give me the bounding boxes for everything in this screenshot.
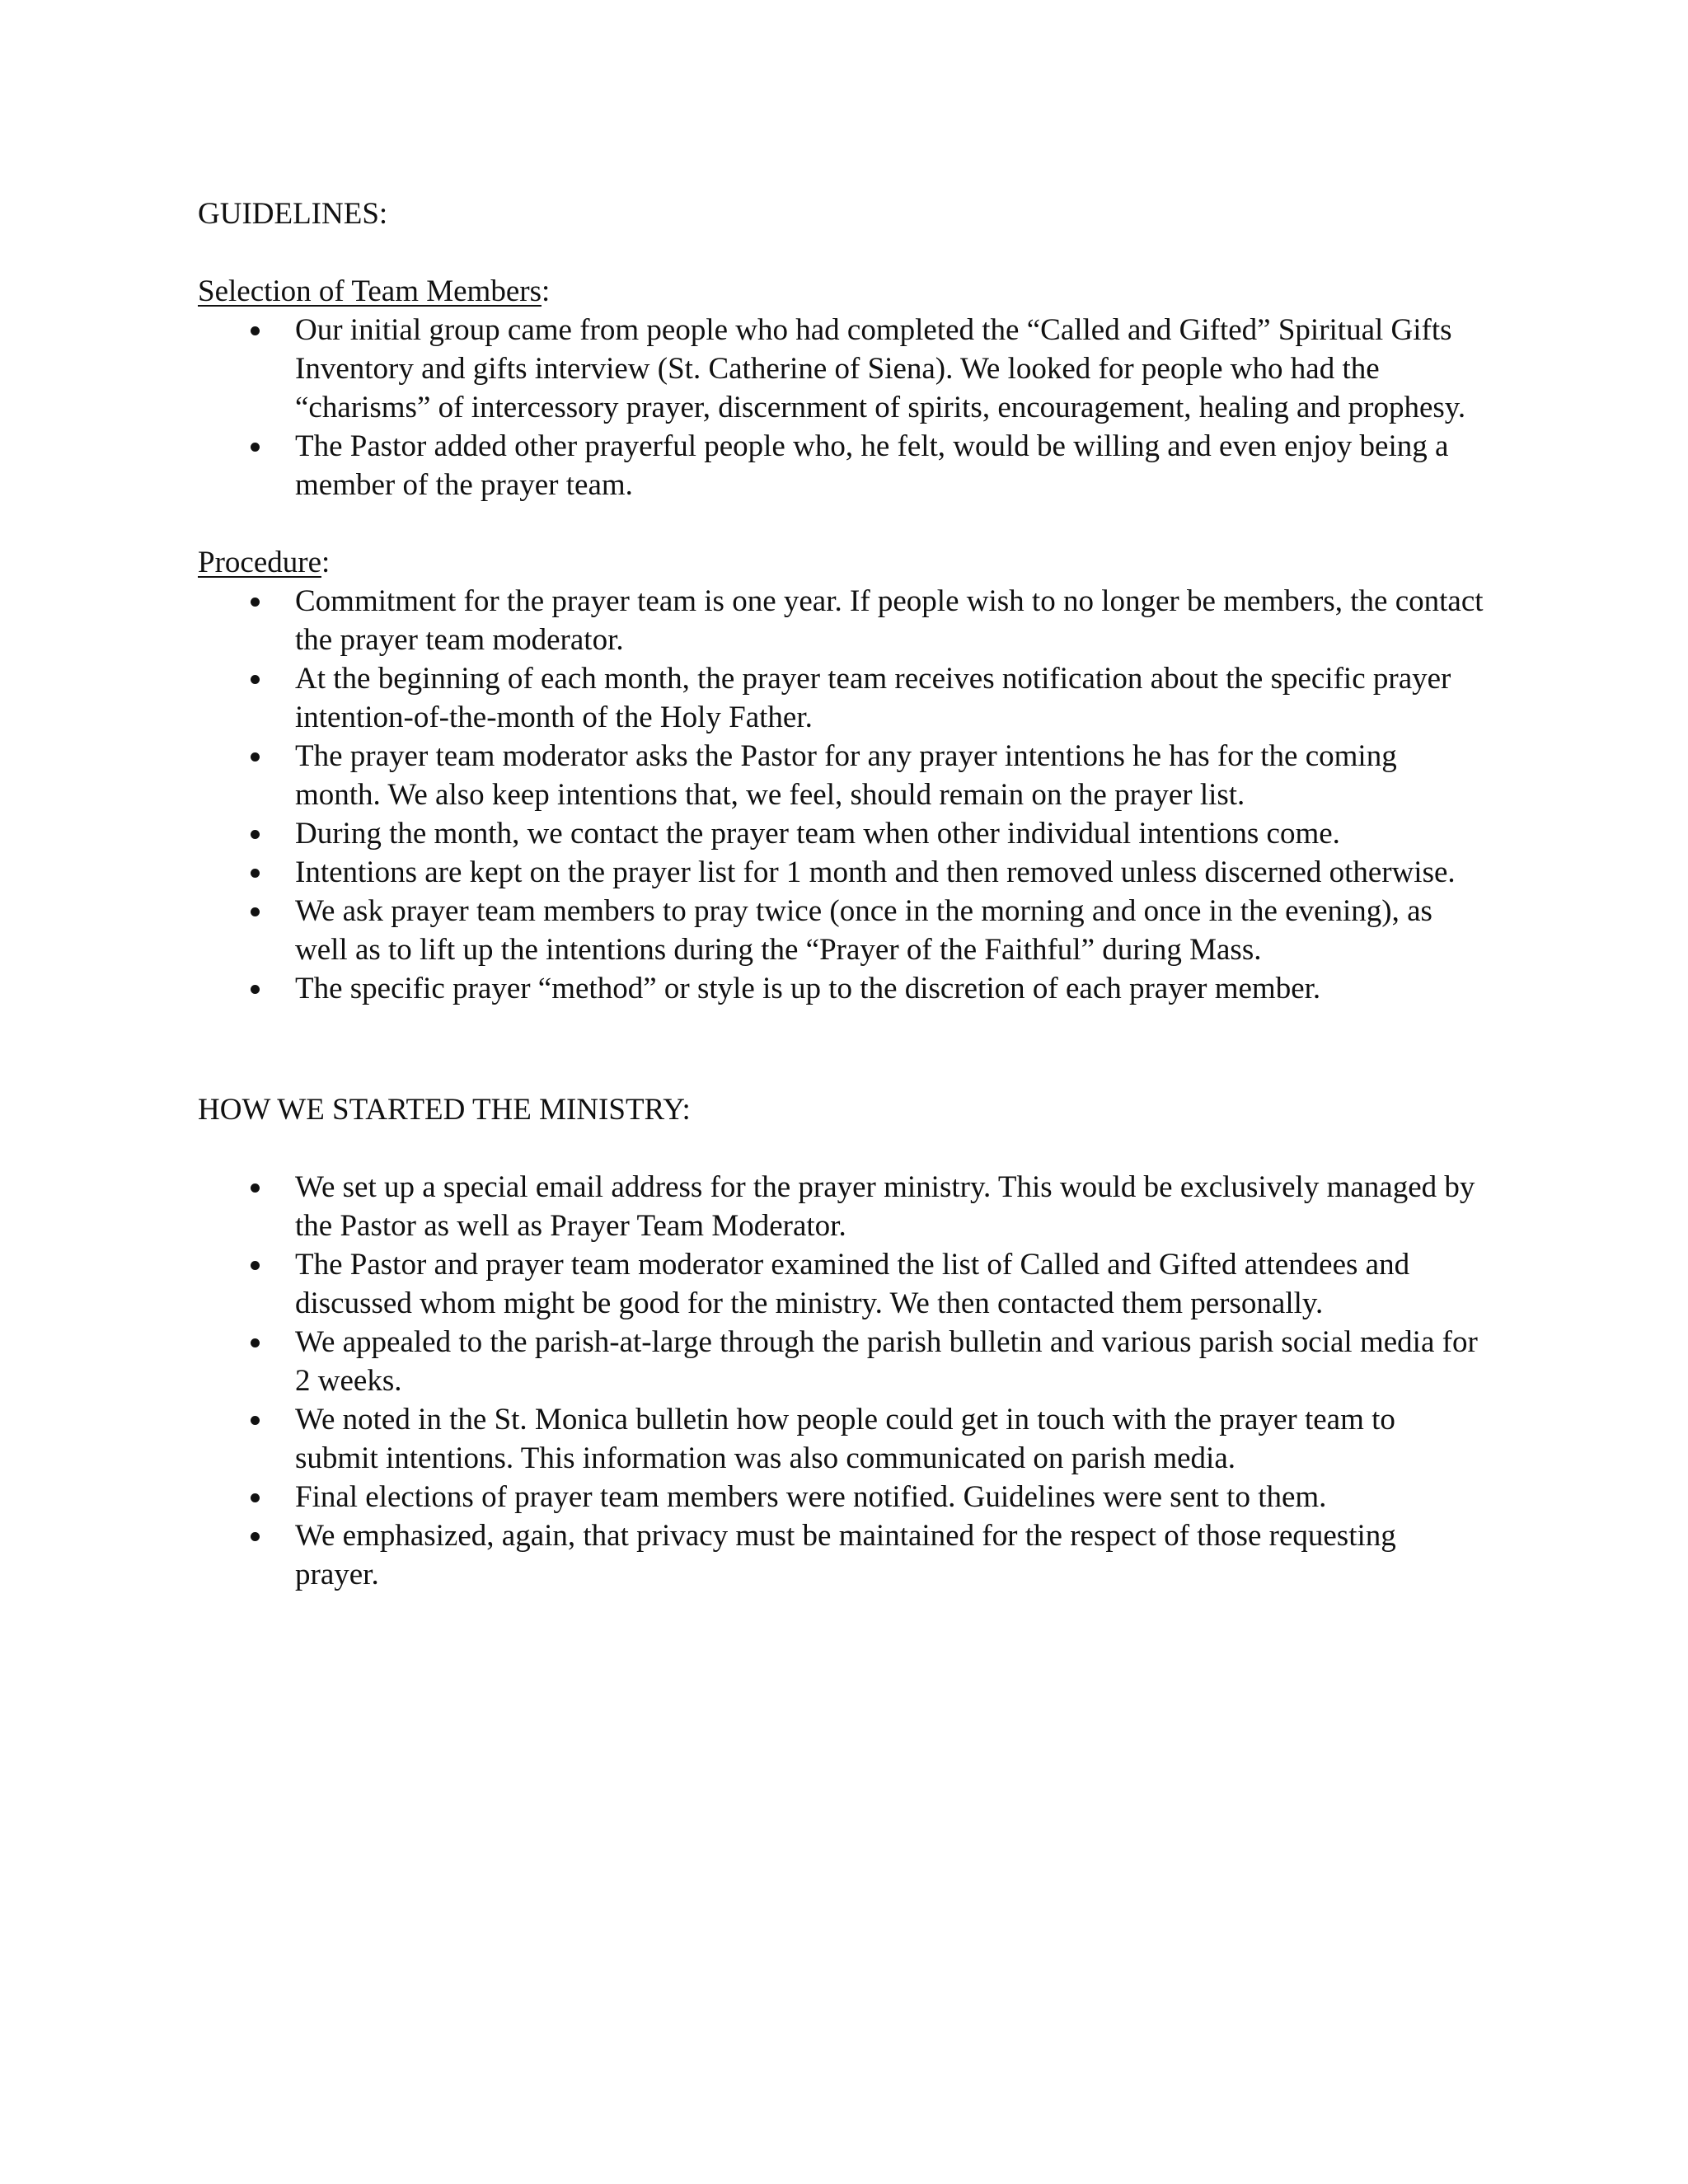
- list-item: [198, 427, 1484, 504]
- started-list: [198, 1168, 1484, 1594]
- list-item: [198, 737, 1484, 814]
- procedure-colon: :: [321, 546, 331, 579]
- selection-list: [198, 311, 1484, 504]
- list-item: [198, 1245, 1484, 1323]
- bullet-icon: [251, 752, 260, 762]
- list-item-text: The specific prayer “method” or style is up to the discretion of each prayer member.: [295, 972, 1321, 1005]
- spacer: [198, 1129, 1484, 1168]
- list-item-text: The Pastor added other prayerful people who, he felt, would be willing and even enjoy being a member of the prayer team.: [295, 429, 1449, 502]
- procedure-list: [198, 582, 1484, 1008]
- list-item: [198, 853, 1484, 892]
- bullet-icon: [251, 1416, 260, 1425]
- procedure-heading: [198, 543, 1484, 582]
- list-item-text: The Pastor and prayer team moderator examined the list of Called and Gifted attendees and discussed whom might be good for the ministry. We then contacted them personally.: [295, 1248, 1410, 1320]
- list-item-text: We appealed to the parish-at-large through the parish bulletin and various parish social media for 2 weeks.: [295, 1325, 1478, 1398]
- list-item: [198, 969, 1484, 1008]
- procedure-title: Procedure: [198, 546, 321, 579]
- list-item: [198, 1323, 1484, 1400]
- document-body: [198, 194, 1484, 1594]
- list-item-text: Intentions are kept on the prayer list for 1 month and then removed unless discerned otherwise.: [295, 855, 1456, 889]
- bullet-icon: [251, 326, 260, 335]
- list-item: [198, 892, 1484, 969]
- list-item: [198, 1516, 1484, 1594]
- list-item: [198, 311, 1484, 427]
- bullet-icon: [251, 598, 260, 607]
- selection-title: Selection of Team Members: [198, 274, 542, 308]
- bullet-icon: [251, 443, 260, 452]
- list-item-text: Commitment for the prayer team is one year. If people wish to no longer be members, the contact the prayer team moderator.: [295, 584, 1484, 657]
- list-item: [198, 1478, 1484, 1516]
- bullet-icon: [251, 675, 260, 684]
- list-item: [198, 582, 1484, 659]
- selection-colon: :: [541, 274, 551, 308]
- list-item: [198, 1168, 1484, 1245]
- list-item-text: Final elections of prayer team members were notified. Guidelines were sent to them.: [295, 1480, 1327, 1514]
- started-heading: HOW WE STARTED THE MINISTRY:: [198, 1093, 691, 1127]
- list-item-text: The prayer team moderator asks the Pastor for any prayer intentions he has for the coming month. We also keep intentions that, we feel, should remain on the prayer list.: [295, 739, 1397, 812]
- bullet-icon: [251, 869, 260, 878]
- bullet-icon: [251, 830, 260, 839]
- bullet-icon: [251, 1532, 260, 1541]
- list-item-text: During the month, we contact the prayer team when other individual intentions come.: [295, 817, 1340, 851]
- bullet-icon: [251, 1261, 260, 1270]
- list-item: [198, 659, 1484, 737]
- list-item: [198, 814, 1484, 853]
- bullet-icon: [251, 1338, 260, 1347]
- list-item: [198, 1400, 1484, 1478]
- list-item-text: We emphasized, again, that privacy must be maintained for the respect of those requesting prayer.: [295, 1519, 1396, 1591]
- list-item-text: We noted in the St. Monica bulletin how people could get in touch with the prayer team to submit intentions. This information was also communicated on parish media.: [295, 1403, 1395, 1475]
- bullet-icon: [251, 907, 260, 916]
- bullet-icon: [251, 1493, 260, 1502]
- spacer: [198, 504, 1484, 543]
- list-item-text: We ask prayer team members to pray twice (once in the morning and once in the evening), as well as to lift up the intentions during the “Prayer of the Faithful” during Mass.: [295, 894, 1432, 967]
- list-item-text: At the beginning of each month, the prayer team receives notification about the specific prayer intention-of-the-month of the Holy Father.: [295, 662, 1451, 734]
- bullet-icon: [251, 1183, 260, 1193]
- spacer: [198, 233, 1484, 272]
- list-item-text: We set up a special email address for the prayer ministry. This would be exclusively managed by the Pastor as well as Prayer Team Moderator.: [295, 1170, 1475, 1243]
- list-item-text: Our initial group came from people who had completed the “Called and Gifted” Spiritual Gifts Inventory and gifts interview (St. Catherine of Siena). We looked for people who had the “charisms” of intercessory prayer, discernment of spirits, encouragement, healing and prophesy.: [295, 313, 1466, 424]
- guidelines-heading: GUIDELINES:: [198, 197, 388, 231]
- selection-heading: [198, 272, 1484, 311]
- bullet-icon: [251, 985, 260, 994]
- spacer: [198, 1008, 1484, 1090]
